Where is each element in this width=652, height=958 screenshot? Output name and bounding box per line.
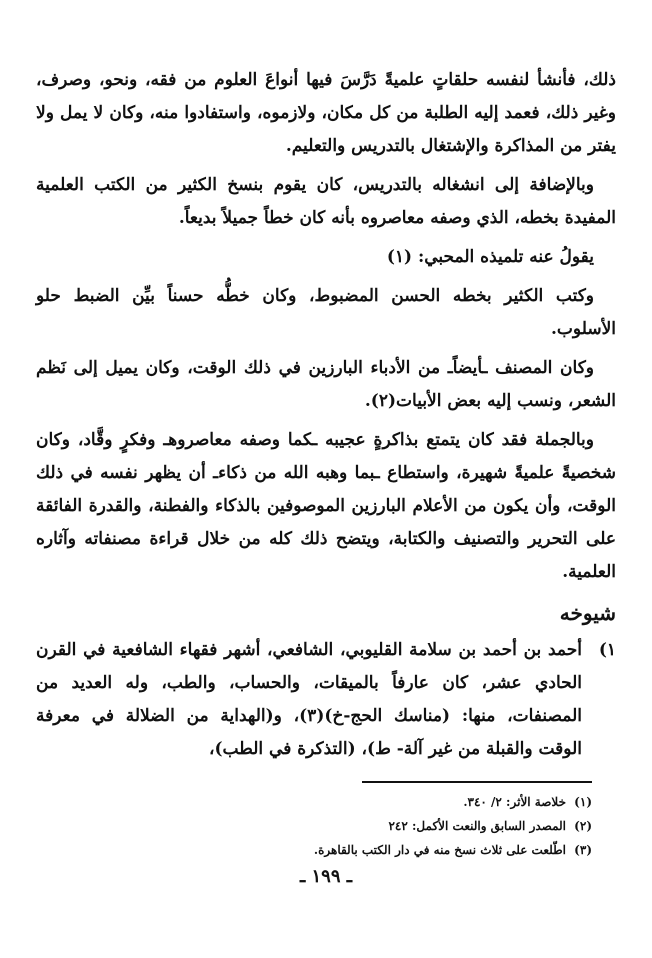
footnote-number: (١): [574, 795, 592, 809]
footnote: [232, 838, 592, 862]
footnote-text: المصدر السابق والنعت الأكمل: ٢٤٢: [388, 819, 566, 833]
paragraph-copying: وبالإضافة إلى انشغاله بالتدريس، كان يقوم بنسخ الكثير من الكتب العلمية المفيدة بخطه، الذي وصفه معاصروه بأنه كان خطاً جميلاً بديعاً.: [36, 175, 616, 228]
footnote-text: خلاصة الأثر: ٢/ ٣٤٠.: [463, 795, 566, 809]
footnote-number: (٣): [574, 843, 592, 857]
section-heading-text: شيوخه: [559, 601, 616, 625]
section-heading: [36, 597, 616, 630]
page-number: ـ ١٩٩ ـ: [299, 866, 353, 887]
footnote-text: اطّلعت على ثلاث نسخ منه في دار الكتب بالقاهرة.: [313, 843, 566, 857]
paragraph-quote-intro: يقولُ عنه تلميذه المحبي: (١): [386, 247, 594, 267]
list-item-text: أحمد بن أحمد بن سلامة القليوبي، الشافعي، أشهر فقهاء الشافعية في القرن الحادي عشر، كان عارفاً بالميقات، والحساب، والطب، وله العديد من المصنفات، منها: (مناسك الحج-خ)(٣)، و(الهداية من الضلالة في معرفة الوقت والقبلة من غير آلة- ط)، (التذكرة في الطب)،: [36, 640, 582, 759]
footnote: [232, 790, 592, 814]
paragraph-literature: وكان المصنف ـأيضاًـ من الأدباء البارزين في ذلك الوقت، وكان يميل إلى نَظم الشعر، ونسب إليه بعض الأبيات(٢).: [36, 358, 616, 411]
paragraph-handwriting: وكتب الكثير بخطه الحسن المضبوط، وكان خطُّه حسناً بيِّن الضبط حلو الأسلوب.: [36, 286, 616, 339]
list-item: [36, 634, 616, 766]
list-item-number: ١): [598, 640, 616, 660]
paragraph-summary: وبالجملة فقد كان يتمتع بذاكرةٍ عجيبه ـكما وصفه معاصروهـ وفكرٍ وقَّاد، وكان شخصيةً علميةً شهيرة، واستطاع ـبما وهبه الله من ذكاءـ أن يظهر نفسه في ذلك الوقت، وأن يكون من الأعلام البارزين الموصوفين بالذكاء والفطنة، والقدرة الفائقة على التحرير والتصنيف والكتابة، ويتضح ذلك كله من خلال قراءة مصنفاته وآثاره العلمية.: [36, 430, 616, 582]
footnote-number: (٢): [574, 819, 592, 833]
footnotes: [232, 790, 592, 862]
main-text: [36, 64, 616, 766]
paragraph-intro: ذلك، فأنشأ لنفسه حلقاتٍ علميةً دَرَّسَ فيها أنواعَ العلوم من فقه، ونحو، وصرف، وغير ذلك، فعمد إليه الطلبة من كل مكان، ولازموه، واستفادوا منه، وكان لا يمل ولا يفتر من المذاكرة والإشتغال بالتدريس والتعليم.: [36, 70, 616, 156]
footnote-divider: [362, 781, 592, 783]
footnote: [232, 814, 592, 838]
